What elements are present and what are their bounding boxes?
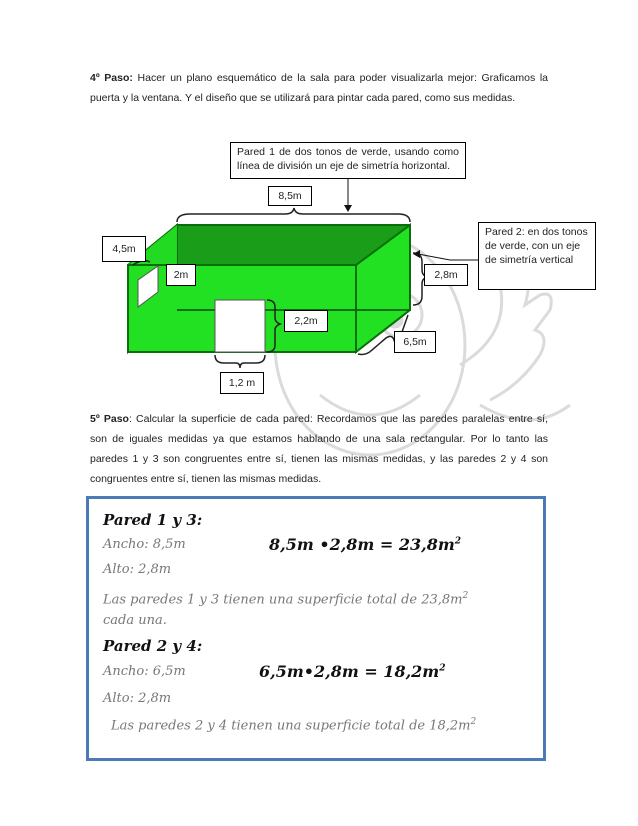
step5-text: : Calcular la superficie de cada pared: Recordamos que las paredes paralelas entre sí, son de iguales medidas ya que estamos hablando de una sala rectangular. Por lo tanto las paredes 1 y 3 son congruentes entre sí, tienen las mismas medidas, y las paredes 2 y 4 son congruentes entre sí, tienen las mismas medidas. bbox=[90, 413, 548, 485]
length-label: 8,5m bbox=[268, 186, 312, 206]
door-width-label: 1,2 m bbox=[220, 372, 264, 394]
group2-width: Ancho: 6,5m bbox=[103, 664, 186, 679]
brace-length bbox=[177, 208, 410, 222]
results-box bbox=[86, 496, 546, 761]
step5-label: 5º Paso bbox=[90, 413, 129, 425]
step5-paragraph bbox=[90, 409, 548, 489]
group2-total: Las paredes 2 y 4 tienen una superficie total de $18,2m^2$ bbox=[111, 717, 477, 734]
group2-title: Pared 2 y 4: bbox=[103, 637, 203, 655]
step4-text: Hacer un plano esquemático de la sala para poder visualizarla mejor: Graficamos la puerta y la ventana. Y el diseño que se utilizará para pintar cada pared, como sus medidas. bbox=[90, 72, 548, 104]
group1-each: cada una. bbox=[103, 613, 167, 628]
step4-label: 4º Paso: bbox=[90, 72, 133, 84]
group1-width: Ancho: 8,5m bbox=[103, 537, 186, 552]
window-label: 2m bbox=[166, 264, 196, 286]
group1-total: Las paredes 1 y 3 tienen una superficie total de $23,8m^2$ bbox=[103, 591, 469, 608]
door bbox=[215, 300, 265, 352]
wall2-callout: Pared 2: en dos tonos de verde, con un eje de simetría vertical bbox=[478, 222, 596, 290]
brace-door-width bbox=[215, 355, 265, 368]
group1-height: Alto: 2,8m bbox=[103, 562, 172, 577]
group1-title: Pared 1 y 3: bbox=[103, 511, 203, 529]
wall1-callout: Pared 1 de dos tonos de verde, usando como línea de división un eje de simetría horizontal. bbox=[230, 142, 466, 179]
depth-label: 6,5m bbox=[394, 331, 436, 353]
group1-formula: 8,5m •2,8m = $23,8m^2$ bbox=[269, 535, 462, 554]
wall-height-label: 2,8m bbox=[424, 264, 468, 286]
group2-formula: 6,5m•2,8m = $18,2m^2$ bbox=[259, 662, 446, 681]
height-left-label: 4,5m bbox=[102, 236, 146, 262]
door-height-label: 2,2m bbox=[284, 310, 328, 332]
group2-height: Alto: 2,8m bbox=[103, 691, 172, 706]
